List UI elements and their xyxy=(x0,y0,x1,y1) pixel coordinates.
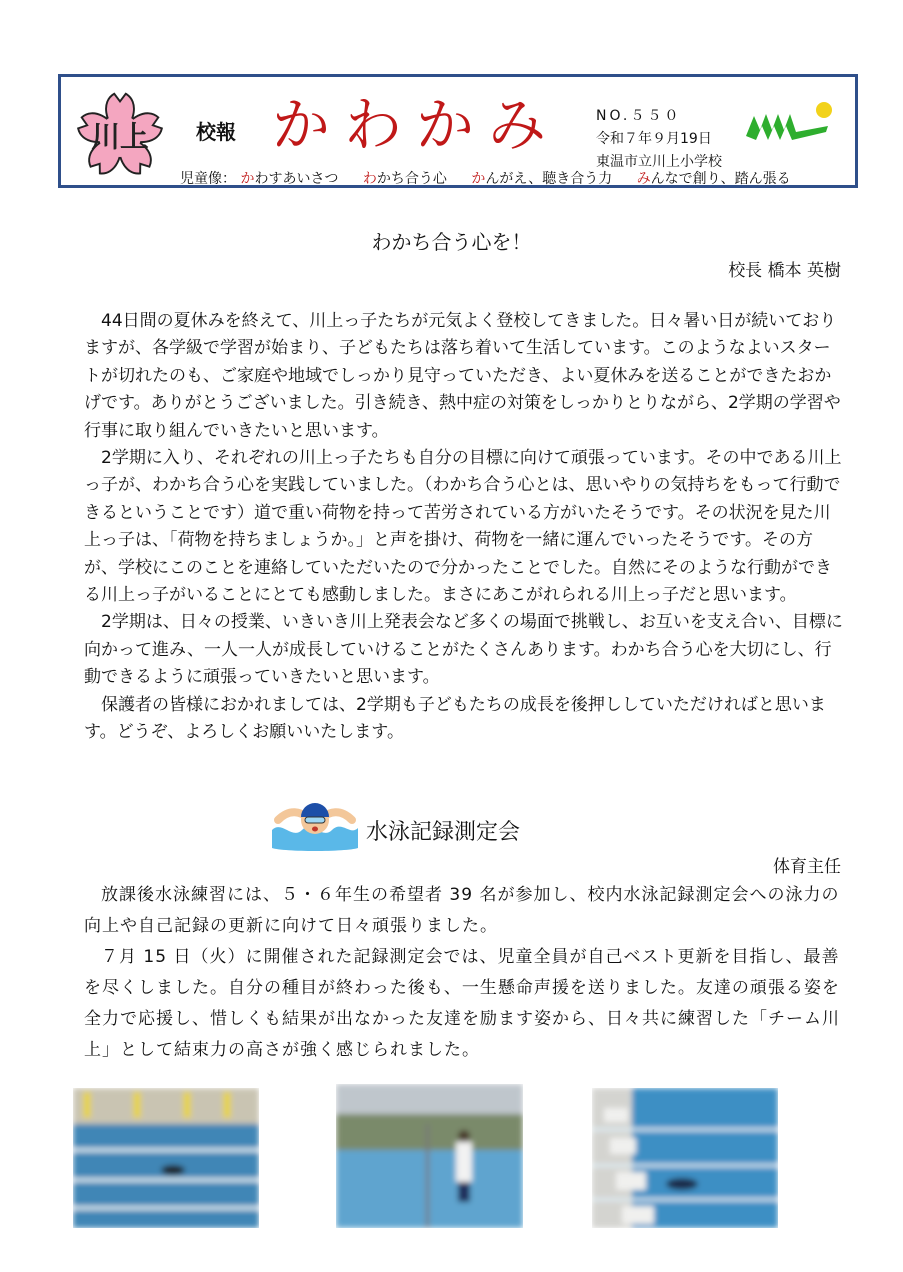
paragraph: 保護者の皆様におかれましては、2学期も子どもたちの成長を後押ししていただければと思います。どうぞ、よろしくお願いいたします。 xyxy=(84,694,826,743)
article-body xyxy=(84,880,844,1066)
photo-pool xyxy=(73,1088,259,1228)
student-ideal-motto xyxy=(180,168,791,188)
photo-poolside xyxy=(336,1084,523,1228)
motto-text: んがえ、聴き合う力 xyxy=(485,171,613,187)
school-name: 東温市立川上小学校 xyxy=(596,154,722,170)
photo-starting-blocks xyxy=(592,1088,778,1228)
article-body xyxy=(84,308,844,747)
issue-number: NO.５５０ xyxy=(596,108,682,124)
motto-highlight: か xyxy=(471,171,486,187)
paragraph: 2学期は、日々の授業、いきいき川上発表会など多くの場面で挑戦し、お互いを支え合い、目標に向かって進み、一人一人が成長していけることがたくさんあります。わかち合う心を大切にし、行動できるように頑張っていきたいと思います。 xyxy=(84,612,843,688)
motto-highlight: か xyxy=(240,171,255,187)
motto-prefix: 児童像： xyxy=(180,171,236,187)
motto-text: かち合う心 xyxy=(376,171,447,187)
motto-text: わすあいさつ xyxy=(254,171,339,187)
motto-highlight: わ xyxy=(362,171,377,187)
issue-date: 令和７年９月19日 xyxy=(596,131,712,147)
logo-text: 川上 xyxy=(91,119,149,154)
newsletter-label: 校報 xyxy=(196,120,236,144)
paragraph: 44日間の夏休みを終えて、川上っ子たちが元気よく登校してきました。日々暑い日が続いておりますが、各学級で学習が始まり、子どもたちは落ち着いて生活しています。このようなよいスタートが切れたのも、ご家庭や地域でしっかり見守っていただき、よい夏休みを送ることができたおかげです。ありがとうございました。引き続き、熱中症の対策をしっかりとりながら、2学期の学習や行事に取り組んでいきたいと思います。 xyxy=(84,311,841,441)
green-logo-icon xyxy=(742,96,838,150)
article-title: 水泳記録測定会 xyxy=(366,820,521,845)
article-author: 校長 橋本 英樹 xyxy=(728,261,841,281)
article-author: 体育主任 xyxy=(773,857,841,877)
motto-text: んなで創り、踏ん張る xyxy=(650,171,791,187)
paragraph: 2学期に入り、それぞれの川上っ子たちも自分の目標に向けて頑張っています。その中である川上っ子が、わかち合う心を実践していました。（わかち合う心とは、思いやりの気持ちをもって行動できるということです）道で重い荷物を持って苦労されている方がいたそうです。その状況を見た川上っ子は、「荷物を持ちましょうか。」と声を掛け、荷物を一緒に運んでいったそうです。その方が、学校にこのことを連絡していただいたので分かったことでした。自然にそのような行動ができる川上っ子がいることにとても感動しました。まさにあこがれられる川上っ子だと思います。 xyxy=(84,448,842,606)
motto-highlight: み xyxy=(636,171,651,187)
paragraph: ７月 15 日（火）に開催された記録測定会では、児童全員が自己ベスト更新を目指し、最善を尽くしました。自分の種目が終わった後も、一生懸命声援を送りました。友達の頑張る姿を全力で応援し、惜しくも結果が出なかった友達を励ます姿から、日々共に練習した「チーム川上」として結束力の高さが強く感じられました。 xyxy=(84,947,840,1060)
sakura-logo-icon xyxy=(72,88,168,180)
swimmer-icon xyxy=(270,790,360,852)
article-title: わかち合う心を！ xyxy=(371,230,532,254)
paragraph: 放課後水泳練習には、５・６年生の希望者 39 名が参加し、校内水泳記録測定会への泳力の向上や自己記録の更新に向けて日々頑張りました。 xyxy=(84,885,840,936)
newsletter-title: かわかみ xyxy=(272,91,561,159)
